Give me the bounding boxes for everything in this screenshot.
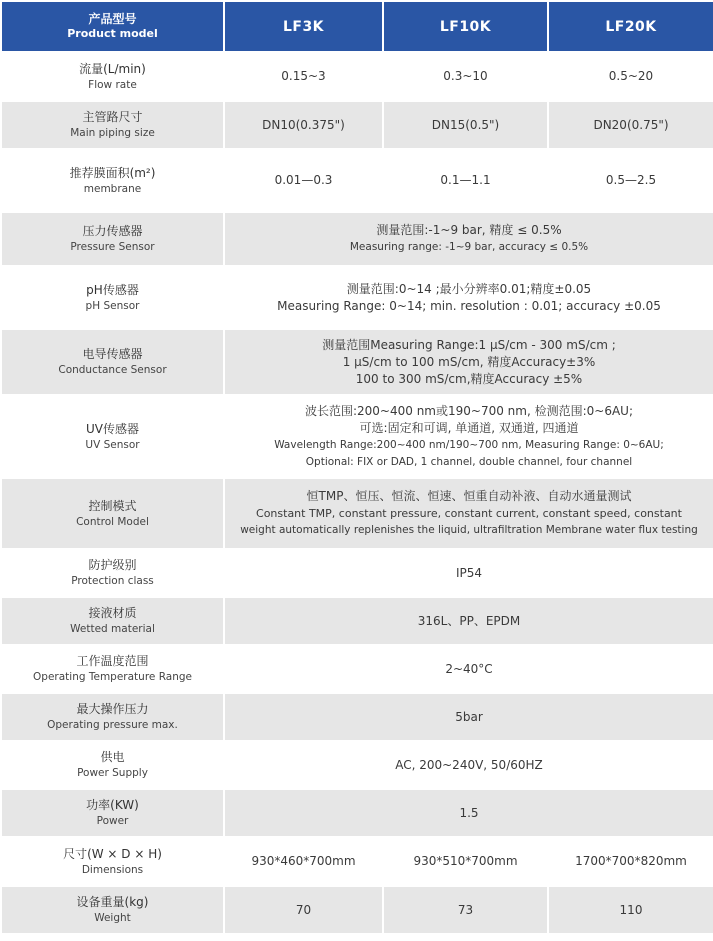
header-label-cell: [2, 2, 223, 51]
table-row: [2, 838, 713, 885]
value-cell: 930*510*700mm: [384, 838, 547, 885]
table-row: [2, 694, 713, 740]
value-line: Optional: FIX or DAD, 1 channel, double channel, four channel: [305, 455, 633, 468]
value-line: weight automatically replenishes the liquid, ultrafiltration Membrane water flux testing: [240, 524, 698, 536]
row-label-en: Main piping size: [70, 127, 155, 139]
row-label-zh: 工作温度范围: [76, 654, 149, 668]
row-label-zh: 推荐膜面积(m²): [69, 165, 156, 180]
row-label: [2, 790, 223, 836]
row-label: [2, 838, 223, 885]
row-label-en: UV Sensor: [85, 438, 140, 451]
value-line: 测量范围:-1~9 bar, 精度 ≤ 0.5%: [376, 223, 562, 237]
value-cell: 73: [384, 887, 547, 933]
value-cell: 70: [225, 887, 382, 933]
row-label-en: Control Model: [76, 515, 149, 528]
row-label: [2, 598, 223, 644]
table-row: [2, 213, 713, 265]
value-line: 可选:固定和可调, 单通道, 双通道, 四通道: [359, 420, 579, 435]
row-label-en: membrane: [83, 182, 142, 195]
row-label-zh: 压力传感器: [82, 224, 143, 238]
value-cell: 0.5~20: [549, 53, 713, 100]
row-label-en: Wetted material: [70, 623, 155, 635]
header-row: [2, 2, 713, 51]
value-cell: 1700*700*820mm: [549, 838, 713, 885]
row-label-zh: 最大操作压力: [76, 702, 149, 716]
value-cell: 0.15~3: [225, 53, 382, 100]
table-row: [2, 267, 713, 328]
row-label: [2, 267, 223, 328]
row-label-zh: 尺寸(W × D × H): [63, 846, 162, 861]
row-label-zh: 电导传感器: [82, 347, 143, 361]
row-label-zh: 接液材质: [88, 606, 137, 620]
row-label-zh: 供电: [100, 750, 125, 764]
row-label: [2, 213, 223, 265]
value-line: 测量范围Measuring Range:1 μS/cm - 300 mS/cm ;: [322, 337, 616, 352]
row-label: [2, 479, 223, 548]
value-line: Measuring Range: 0~14; min. resolution : 0.01; accuracy ±0.05: [277, 298, 661, 313]
row-label-en: pH Sensor: [85, 299, 140, 312]
table-row: [2, 150, 713, 211]
value-line: 1 μS/cm to 100 mS/cm, 精度Accuracy±3%: [342, 354, 596, 369]
model-header: LF20K: [549, 2, 713, 51]
row-label-en: Protection class: [71, 575, 154, 587]
merged-value-cell: [225, 479, 713, 548]
value-cell: 930*460*700mm: [225, 838, 382, 885]
row-label: [2, 53, 223, 100]
value-cell: 0.01—0.3: [225, 150, 382, 211]
row-label-zh: UV传感器: [86, 421, 139, 436]
model-header: LF3K: [225, 2, 382, 51]
row-label-zh: pH传感器: [86, 282, 139, 297]
row-label-zh: 功率(KW): [86, 798, 139, 812]
value-cell: DN15(0.5"): [384, 102, 547, 148]
merged-value-cell: [225, 213, 713, 265]
merged-value-cell: [225, 396, 713, 477]
row-label-zh: 防护级别: [88, 558, 137, 572]
row-label-zh: 主管路尺寸: [82, 110, 143, 124]
merged-value-cell: 316L、PP、EPDM: [225, 598, 713, 644]
header-label-en: Product model: [67, 27, 158, 40]
row-label: [2, 330, 223, 394]
value-line: 恒TMP、恒压、恒流、恒速、恒重自动补液、自动水通量测试: [306, 489, 632, 503]
header-label-zh: 产品型号: [88, 12, 137, 26]
row-label-zh: 控制模式: [88, 498, 137, 513]
merged-value-cell: 2~40°C: [225, 646, 713, 692]
value-cell: 0.3~10: [384, 53, 547, 100]
row-label-en: Operating Temperature Range: [33, 671, 192, 683]
row-label: [2, 550, 223, 596]
row-label-en: Conductance Sensor: [58, 364, 167, 376]
row-label-en: Operating pressure max.: [47, 719, 178, 731]
value-cell: 0.1—1.1: [384, 150, 547, 211]
merged-value-cell: AC, 200~240V, 50/60HZ: [225, 742, 713, 788]
value-line: 测量范围:0~14 ;最小分辨率0.01;精度±0.05: [346, 281, 592, 296]
value-line: 100 to 300 mS/cm,精度Accuracy ±5%: [355, 371, 583, 386]
row-label-en: Power: [96, 815, 129, 827]
table-row: [2, 887, 713, 933]
table-row: [2, 330, 713, 394]
value-cell: 110: [549, 887, 713, 933]
row-label-en: Pressure Sensor: [70, 241, 155, 253]
row-label: [2, 694, 223, 740]
merged-value-cell: [225, 267, 713, 328]
row-label: [2, 396, 223, 477]
row-label: [2, 742, 223, 788]
row-label: [2, 102, 223, 148]
merged-value-cell: [225, 330, 713, 394]
table-row: [2, 790, 713, 836]
row-label-zh: 设备重量(kg): [76, 895, 149, 909]
row-label-en: Dimensions: [81, 863, 144, 876]
value-line: 波长范围:200~400 nm或190~700 nm, 检测范围:0~6AU;: [304, 403, 634, 418]
table-row: [2, 598, 713, 644]
row-label-zh: 流量(L/min): [79, 61, 146, 76]
row-label-en: Flow rate: [88, 78, 137, 91]
row-label: [2, 646, 223, 692]
table-row: [2, 742, 713, 788]
row-label-en: Weight: [94, 912, 131, 924]
value-cell: 0.5—2.5: [549, 150, 713, 211]
value-line: Measuring range: -1~9 bar, accuracy ≤ 0.5%: [349, 241, 589, 253]
table-row: [2, 550, 713, 596]
table-row: [2, 396, 713, 477]
table-row: [2, 479, 713, 548]
model-header: LF10K: [384, 2, 547, 51]
value-cell: DN20(0.75"): [549, 102, 713, 148]
table-row: [2, 53, 713, 100]
merged-value-cell: 1.5: [225, 790, 713, 836]
table-row: [2, 102, 713, 148]
value-line: Wavelength Range:200~400 nm/190~700 nm, Measuring Range: 0~6AU;: [274, 438, 664, 451]
row-label: [2, 887, 223, 933]
table-row: [2, 646, 713, 692]
row-label-en: Power Supply: [77, 767, 148, 779]
value-cell: DN10(0.375"): [225, 102, 382, 148]
merged-value-cell: IP54: [225, 550, 713, 596]
value-line: Constant TMP, constant pressure, constant current, constant speed, constant: [256, 507, 682, 520]
merged-value-cell: 5bar: [225, 694, 713, 740]
row-label: [2, 150, 223, 211]
